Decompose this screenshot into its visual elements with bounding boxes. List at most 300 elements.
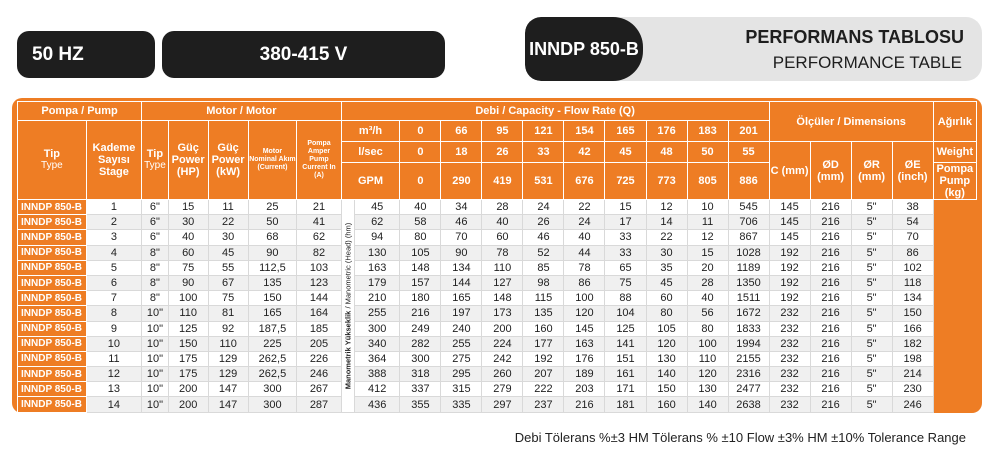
cell-head: 33 bbox=[605, 230, 646, 245]
cell-model: INNDP 850-B bbox=[18, 351, 87, 366]
cell-head: 94 bbox=[354, 230, 399, 245]
cell-or: 216 bbox=[810, 275, 851, 290]
cell-power-kw: 129 bbox=[208, 351, 248, 366]
flow-gpm: 676 bbox=[564, 163, 605, 200]
cell-current: 262,5 bbox=[248, 367, 297, 382]
cell-or: 216 bbox=[810, 291, 851, 306]
cell-or: 216 bbox=[810, 351, 851, 366]
cell-c: 706 bbox=[728, 215, 769, 230]
cell-head: 40 bbox=[482, 215, 523, 230]
head-axis-label bbox=[341, 200, 354, 413]
cell-head: 30 bbox=[646, 245, 687, 260]
cell-head: 100 bbox=[687, 336, 728, 351]
cell-power-hp: 110 bbox=[168, 306, 208, 321]
cell-head: 110 bbox=[482, 260, 523, 275]
cell-motor-type: 6" bbox=[142, 215, 169, 230]
col-or: ØR (mm) bbox=[851, 142, 892, 200]
cell-oe: 5" bbox=[851, 275, 892, 290]
cell-power-kw: 30 bbox=[208, 230, 248, 245]
cell-head: 60 bbox=[482, 230, 523, 245]
cell-current: 25 bbox=[248, 200, 297, 215]
cell-head: 44 bbox=[564, 245, 605, 260]
cell-head: 315 bbox=[441, 382, 482, 397]
cell-motor-type: 10" bbox=[142, 336, 169, 351]
cell-weight: 102 bbox=[892, 260, 933, 275]
cell-head: 15 bbox=[605, 200, 646, 215]
cell-weight: 182 bbox=[892, 336, 933, 351]
cell-c: 1994 bbox=[728, 336, 769, 351]
cell-motor-type: 8" bbox=[142, 260, 169, 275]
cell-head: 28 bbox=[687, 275, 728, 290]
cell-c: 1833 bbox=[728, 321, 769, 336]
cell-power-kw: 67 bbox=[208, 275, 248, 290]
flow-m3h: 121 bbox=[523, 121, 564, 142]
cell-head: 148 bbox=[400, 260, 441, 275]
cell-weight: 118 bbox=[892, 275, 933, 290]
cell-stage: 7 bbox=[86, 291, 141, 306]
cell-head: 20 bbox=[687, 260, 728, 275]
cell-motor-type: 10" bbox=[142, 306, 169, 321]
cell-head: 224 bbox=[482, 336, 523, 351]
table-row bbox=[18, 291, 977, 306]
performance-table-frame bbox=[12, 98, 982, 413]
cell-head: 240 bbox=[441, 321, 482, 336]
cell-head: 176 bbox=[564, 351, 605, 366]
cell-head: 11 bbox=[687, 215, 728, 230]
flow-gpm: 419 bbox=[482, 163, 523, 200]
cell-head: 355 bbox=[400, 397, 441, 412]
cell-head: 300 bbox=[400, 351, 441, 366]
cell-head: 237 bbox=[523, 397, 564, 412]
cell-head: 130 bbox=[354, 245, 399, 260]
cell-c: 2316 bbox=[728, 367, 769, 382]
col-tip: Tip Type bbox=[18, 121, 87, 200]
cell-oe: 5" bbox=[851, 367, 892, 382]
cell-model: INNDP 850-B bbox=[18, 367, 87, 382]
cell-model: INNDP 850-B bbox=[18, 306, 87, 321]
cell-head: 104 bbox=[605, 306, 646, 321]
table-row bbox=[18, 245, 977, 260]
cell-oe: 5" bbox=[851, 321, 892, 336]
cell-head: 105 bbox=[646, 321, 687, 336]
group-weight-tr: Ağırlık bbox=[933, 102, 976, 142]
cell-head: 171 bbox=[605, 382, 646, 397]
cell-head: 90 bbox=[441, 245, 482, 260]
flow-gpm: 886 bbox=[728, 163, 769, 200]
flow-lsec: 26 bbox=[482, 142, 523, 163]
cell-head: 134 bbox=[441, 260, 482, 275]
cell-weight: 134 bbox=[892, 291, 933, 306]
cell-head: 62 bbox=[354, 215, 399, 230]
cell-head: 297 bbox=[482, 397, 523, 412]
table-row bbox=[18, 260, 977, 275]
cell-or: 216 bbox=[810, 215, 851, 230]
head-label-tr: Manometrik Yükseklik bbox=[343, 310, 353, 390]
cell-power-hp: 75 bbox=[168, 260, 208, 275]
cell-stage: 14 bbox=[86, 397, 141, 412]
flow-gpm: 725 bbox=[605, 163, 646, 200]
cell-weight: 214 bbox=[892, 367, 933, 382]
performance-table bbox=[17, 101, 977, 413]
cell-od: 145 bbox=[769, 230, 810, 245]
table-row bbox=[18, 306, 977, 321]
cell-pump-current: 205 bbox=[297, 336, 341, 351]
cell-head: 150 bbox=[646, 382, 687, 397]
cell-head: 120 bbox=[646, 336, 687, 351]
flow-gpm: 290 bbox=[441, 163, 482, 200]
cell-head: 12 bbox=[687, 230, 728, 245]
cell-power-kw: 75 bbox=[208, 291, 248, 306]
cell-head: 148 bbox=[482, 291, 523, 306]
cell-power-kw: 129 bbox=[208, 367, 248, 382]
col-weight: Pompa Pump (kg) bbox=[933, 163, 976, 200]
cell-pump-current: 246 bbox=[297, 367, 341, 382]
cell-pump-current: 123 bbox=[297, 275, 341, 290]
flow-m3h: 95 bbox=[482, 121, 523, 142]
cell-head: 10 bbox=[687, 200, 728, 215]
cell-head: 130 bbox=[687, 382, 728, 397]
flow-lsec: 42 bbox=[564, 142, 605, 163]
cell-head: 222 bbox=[523, 382, 564, 397]
cell-model: INNDP 850-B bbox=[18, 336, 87, 351]
cell-c: 1350 bbox=[728, 275, 769, 290]
cell-or: 216 bbox=[810, 306, 851, 321]
flow-gpm: 531 bbox=[523, 163, 564, 200]
cell-head: 279 bbox=[482, 382, 523, 397]
cell-motor-type: 8" bbox=[142, 291, 169, 306]
cell-motor-type: 10" bbox=[142, 351, 169, 366]
cell-od: 232 bbox=[769, 397, 810, 412]
cell-or: 216 bbox=[810, 397, 851, 412]
cell-model: INNDP 850-B bbox=[18, 215, 87, 230]
cell-head: 151 bbox=[605, 351, 646, 366]
col-c: C (mm) bbox=[769, 142, 810, 200]
cell-head: 120 bbox=[564, 306, 605, 321]
cell-head: 70 bbox=[441, 230, 482, 245]
cell-pump-current: 21 bbox=[297, 200, 341, 215]
cell-power-kw: 11 bbox=[208, 200, 248, 215]
cell-head: 242 bbox=[482, 351, 523, 366]
cell-head: 45 bbox=[646, 275, 687, 290]
cell-od: 192 bbox=[769, 245, 810, 260]
cell-motor-type: 6" bbox=[142, 230, 169, 245]
cell-current: 150 bbox=[248, 291, 297, 306]
cell-head: 388 bbox=[354, 367, 399, 382]
cell-head: 160 bbox=[646, 397, 687, 412]
cell-head: 200 bbox=[482, 321, 523, 336]
cell-motor-type: 10" bbox=[142, 367, 169, 382]
cell-head: 255 bbox=[354, 306, 399, 321]
cell-stage: 3 bbox=[86, 230, 141, 245]
flow-lsec: 45 bbox=[605, 142, 646, 163]
cell-head: 161 bbox=[605, 367, 646, 382]
cell-model: INNDP 850-B bbox=[18, 382, 87, 397]
cell-head: 179 bbox=[354, 275, 399, 290]
cell-head: 12 bbox=[646, 200, 687, 215]
cell-power-kw: 45 bbox=[208, 245, 248, 260]
cell-power-kw: 22 bbox=[208, 215, 248, 230]
cell-current: 165 bbox=[248, 306, 297, 321]
cell-power-hp: 90 bbox=[168, 275, 208, 290]
table-row bbox=[18, 367, 977, 382]
cell-motor-type: 10" bbox=[142, 321, 169, 336]
group-motor: Motor / Motor bbox=[142, 102, 342, 121]
flow-m3h: 165 bbox=[605, 121, 646, 142]
cell-head: 26 bbox=[523, 215, 564, 230]
flow-lsec: 55 bbox=[728, 142, 769, 163]
cell-od: 232 bbox=[769, 351, 810, 366]
unit-lsec: l/sec bbox=[341, 142, 400, 163]
cell-head: 173 bbox=[482, 306, 523, 321]
col-power-hp: Güç Power (HP) bbox=[168, 121, 208, 200]
cell-current: 50 bbox=[248, 215, 297, 230]
table-row bbox=[18, 275, 977, 290]
cell-stage: 10 bbox=[86, 336, 141, 351]
unit-gpm: GPM bbox=[341, 163, 400, 200]
flow-m3h: 154 bbox=[564, 121, 605, 142]
voltage-badge: 380-415 V bbox=[162, 31, 445, 78]
cell-head: 40 bbox=[687, 291, 728, 306]
cell-stage: 6 bbox=[86, 275, 141, 290]
cell-head: 80 bbox=[646, 306, 687, 321]
cell-head: 189 bbox=[564, 367, 605, 382]
cell-power-kw: 110 bbox=[208, 336, 248, 351]
table-row bbox=[18, 200, 977, 215]
cell-stage: 12 bbox=[86, 367, 141, 382]
cell-pump-current: 41 bbox=[297, 215, 341, 230]
cell-head: 110 bbox=[687, 351, 728, 366]
cell-head: 140 bbox=[687, 397, 728, 412]
cell-head: 165 bbox=[441, 291, 482, 306]
cell-head: 40 bbox=[564, 230, 605, 245]
cell-motor-type: 6" bbox=[142, 200, 169, 215]
cell-current: 90 bbox=[248, 245, 297, 260]
cell-power-hp: 100 bbox=[168, 291, 208, 306]
cell-power-kw: 81 bbox=[208, 306, 248, 321]
cell-current: 225 bbox=[248, 336, 297, 351]
cell-c: 1672 bbox=[728, 306, 769, 321]
cell-od: 145 bbox=[769, 215, 810, 230]
cell-power-hp: 125 bbox=[168, 321, 208, 336]
cell-head: 78 bbox=[482, 245, 523, 260]
cell-or: 216 bbox=[810, 200, 851, 215]
cell-oe: 5" bbox=[851, 291, 892, 306]
cell-od: 232 bbox=[769, 306, 810, 321]
flow-lsec: 50 bbox=[687, 142, 728, 163]
cell-head: 80 bbox=[400, 230, 441, 245]
cell-c: 2155 bbox=[728, 351, 769, 366]
cell-head: 364 bbox=[354, 351, 399, 366]
cell-head: 157 bbox=[400, 275, 441, 290]
group-weight-en: Weight bbox=[933, 142, 976, 163]
cell-weight: 70 bbox=[892, 230, 933, 245]
cell-oe: 5" bbox=[851, 200, 892, 215]
flow-lsec: 48 bbox=[646, 142, 687, 163]
cell-weight: 86 bbox=[892, 245, 933, 260]
col-motor-type: Tip Type bbox=[142, 121, 169, 200]
flow-lsec: 18 bbox=[441, 142, 482, 163]
cell-head: 85 bbox=[523, 260, 564, 275]
flow-m3h: 0 bbox=[400, 121, 441, 142]
cell-power-hp: 15 bbox=[168, 200, 208, 215]
cell-head: 335 bbox=[441, 397, 482, 412]
cell-od: 192 bbox=[769, 291, 810, 306]
cell-head: 46 bbox=[523, 230, 564, 245]
cell-weight: 166 bbox=[892, 321, 933, 336]
flow-m3h: 176 bbox=[646, 121, 687, 142]
cell-head: 130 bbox=[646, 351, 687, 366]
cell-motor-type: 10" bbox=[142, 397, 169, 412]
cell-c: 1189 bbox=[728, 260, 769, 275]
cell-oe: 5" bbox=[851, 397, 892, 412]
cell-stage: 4 bbox=[86, 245, 141, 260]
cell-pump-current: 267 bbox=[297, 382, 341, 397]
cell-current: 300 bbox=[248, 397, 297, 412]
table-row bbox=[18, 321, 977, 336]
cell-power-hp: 60 bbox=[168, 245, 208, 260]
cell-model: INNDP 850-B bbox=[18, 397, 87, 412]
cell-head: 127 bbox=[482, 275, 523, 290]
cell-model: INNDP 850-B bbox=[18, 291, 87, 306]
table-row bbox=[18, 397, 977, 412]
cell-power-kw: 55 bbox=[208, 260, 248, 275]
cell-stage: 2 bbox=[86, 215, 141, 230]
cell-head: 177 bbox=[523, 336, 564, 351]
cell-head: 22 bbox=[646, 230, 687, 245]
cell-head: 78 bbox=[564, 260, 605, 275]
cell-model: INNDP 850-B bbox=[18, 275, 87, 290]
cell-head: 300 bbox=[354, 321, 399, 336]
table-row bbox=[18, 382, 977, 397]
col-oe: ØE (inch) bbox=[892, 142, 933, 200]
cell-od: 232 bbox=[769, 336, 810, 351]
cell-or: 216 bbox=[810, 230, 851, 245]
cell-c: 545 bbox=[728, 200, 769, 215]
cell-head: 412 bbox=[354, 382, 399, 397]
cell-head: 282 bbox=[400, 336, 441, 351]
cell-weight: 54 bbox=[892, 215, 933, 230]
cell-pump-current: 62 bbox=[297, 230, 341, 245]
cell-model: INNDP 850-B bbox=[18, 245, 87, 260]
cell-stage: 5 bbox=[86, 260, 141, 275]
cell-or: 216 bbox=[810, 367, 851, 382]
col-pump-current: Pompa Amper Pump Current In (A) bbox=[297, 121, 341, 200]
cell-power-kw: 147 bbox=[208, 382, 248, 397]
cell-stage: 1 bbox=[86, 200, 141, 215]
cell-od: 232 bbox=[769, 321, 810, 336]
cell-od: 192 bbox=[769, 260, 810, 275]
cell-head: 24 bbox=[564, 215, 605, 230]
cell-head: 45 bbox=[354, 200, 399, 215]
cell-oe: 5" bbox=[851, 382, 892, 397]
cell-motor-type: 10" bbox=[142, 382, 169, 397]
cell-head: 86 bbox=[564, 275, 605, 290]
cell-head: 140 bbox=[646, 367, 687, 382]
cell-power-kw: 92 bbox=[208, 321, 248, 336]
cell-head: 192 bbox=[523, 351, 564, 366]
cell-current: 300 bbox=[248, 382, 297, 397]
table-row bbox=[18, 230, 977, 245]
cell-oe: 5" bbox=[851, 351, 892, 366]
cell-head: 160 bbox=[523, 321, 564, 336]
cell-pump-current: 226 bbox=[297, 351, 341, 366]
cell-head: 34 bbox=[441, 200, 482, 215]
cell-head: 65 bbox=[605, 260, 646, 275]
col-od: ØD (mm) bbox=[810, 142, 851, 200]
cell-head: 15 bbox=[687, 245, 728, 260]
cell-head: 56 bbox=[687, 306, 728, 321]
cell-head: 115 bbox=[523, 291, 564, 306]
cell-head: 216 bbox=[400, 306, 441, 321]
cell-power-hp: 30 bbox=[168, 215, 208, 230]
cell-weight: 38 bbox=[892, 200, 933, 215]
cell-head: 22 bbox=[564, 200, 605, 215]
cell-head: 163 bbox=[564, 336, 605, 351]
cell-current: 187,5 bbox=[248, 321, 297, 336]
cell-head: 40 bbox=[400, 200, 441, 215]
group-pump: Pompa / Pump bbox=[18, 102, 142, 121]
table-row bbox=[18, 336, 977, 351]
cell-stage: 13 bbox=[86, 382, 141, 397]
cell-head: 180 bbox=[400, 291, 441, 306]
cell-head: 141 bbox=[605, 336, 646, 351]
cell-power-hp: 200 bbox=[168, 397, 208, 412]
col-power-kw: Güç Power (kW) bbox=[208, 121, 248, 200]
cell-weight: 198 bbox=[892, 351, 933, 366]
cell-oe: 5" bbox=[851, 245, 892, 260]
cell-head: 100 bbox=[564, 291, 605, 306]
flow-gpm: 805 bbox=[687, 163, 728, 200]
cell-head: 275 bbox=[441, 351, 482, 366]
cell-head: 58 bbox=[400, 215, 441, 230]
flow-lsec: 33 bbox=[523, 142, 564, 163]
cell-head: 120 bbox=[687, 367, 728, 382]
cell-od: 192 bbox=[769, 275, 810, 290]
cell-head: 144 bbox=[441, 275, 482, 290]
cell-power-hp: 150 bbox=[168, 336, 208, 351]
cell-head: 210 bbox=[354, 291, 399, 306]
cell-weight: 246 bbox=[892, 397, 933, 412]
cell-head: 197 bbox=[441, 306, 482, 321]
group-dimensions: Ölçüler / Dimensions bbox=[769, 102, 933, 142]
cell-head: 17 bbox=[605, 215, 646, 230]
cell-head: 145 bbox=[564, 321, 605, 336]
cell-head: 80 bbox=[687, 321, 728, 336]
cell-oe: 5" bbox=[851, 306, 892, 321]
cell-power-hp: 175 bbox=[168, 367, 208, 382]
cell-head: 207 bbox=[523, 367, 564, 382]
cell-head: 52 bbox=[523, 245, 564, 260]
cell-head: 249 bbox=[400, 321, 441, 336]
cell-head: 35 bbox=[646, 260, 687, 275]
cell-head: 24 bbox=[523, 200, 564, 215]
cell-head: 436 bbox=[354, 397, 399, 412]
cell-power-hp: 40 bbox=[168, 230, 208, 245]
cell-or: 216 bbox=[810, 321, 851, 336]
cell-model: INNDP 850-B bbox=[18, 260, 87, 275]
table-row bbox=[18, 351, 977, 366]
cell-weight: 150 bbox=[892, 306, 933, 321]
cell-model: INNDP 850-B bbox=[18, 321, 87, 336]
cell-current: 112,5 bbox=[248, 260, 297, 275]
cell-head: 337 bbox=[400, 382, 441, 397]
cell-od: 232 bbox=[769, 367, 810, 382]
cell-oe: 5" bbox=[851, 336, 892, 351]
cell-c: 2477 bbox=[728, 382, 769, 397]
cell-c: 1028 bbox=[728, 245, 769, 260]
cell-head: 340 bbox=[354, 336, 399, 351]
flow-m3h: 66 bbox=[441, 121, 482, 142]
